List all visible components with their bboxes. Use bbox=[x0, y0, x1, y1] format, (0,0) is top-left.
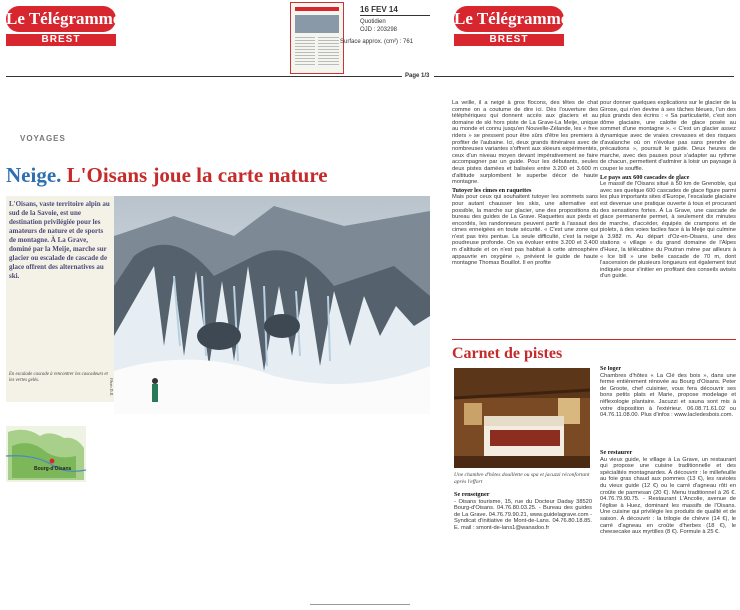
surface-area: Surface approx. (cm²) : 761 bbox=[340, 39, 414, 45]
photo-credit: Photo D.R. bbox=[109, 378, 114, 396]
photo-caption: En escalade cascade à rencontrer les cascadeurs et les vertes gelés. bbox=[9, 372, 108, 383]
col2-paragraph-1: pour donner quelques explications sur le glacier de la Girose, qui n'en devine à ses tâches bleues, l'un des plus grands des écrins : « Sa particularité, c'est son dôme glaciaire, une calotte de glace posée au sommet d'une montagne ». « C'est un glacier assez dynamique avec de vraies crevasses et des risques d'avalanche où on n'évolue pas sans prendre de précautions », poursuit le guide. Deux heures de marche, avec des pauses pour s'adapter au rythme de chacun, permettent d'admirer à loisir un paysage à couper le souffle. bbox=[600, 100, 736, 172]
renseigner-text: - Oisans tourisme, 15, rue du Docteur Daday 38520 Bourg-d'Oisans. 04.76.80.03.25. - Bureau des guides de La Grave. 04.76.79.90.21, www.guidelagrave.com - Syndicat d'initiative de Mont-de-Lans. 04.76.80.18.85. E. mail : smont-de-lans1@wanadoo.fr bbox=[454, 498, 592, 531]
renseigner-block bbox=[454, 492, 592, 564]
thumbnail-photo bbox=[295, 15, 339, 33]
title-accent: Neige. bbox=[6, 163, 62, 187]
guesthouse-caption: Une chambre d'hôtes douillette ou spa et jacuzzi réconfortant après l'effort bbox=[454, 472, 590, 485]
periodicity: Quotidien bbox=[360, 19, 386, 25]
col1-subheading: Tutoyer les cimes en raquettes bbox=[452, 186, 532, 194]
frozen-waterfall-image bbox=[114, 196, 430, 414]
carnet-separator bbox=[452, 339, 736, 340]
thumbnail-text-left bbox=[295, 37, 315, 67]
article-lede: L'Oisans, vaste territoire alpin au sud de la Savoie, est une destination privilégiée pour les amateurs de nature et de sports de montagne. À La Grave, dominé par la Meije, marche sur glacier ou escalade de cascade de glace offrent des alternatives au ski. bbox=[9, 200, 110, 280]
thumbnail-text-right bbox=[318, 37, 339, 67]
col2-paragraph-2: Le massif de l'Oisans situé à 50 km de Grenoble, qui avec ses quelque 600 cascades de glace figure parmi les plus importants sites d'Europe, l'escalade glaciaire est devenue une pratique ouverte à tous et procurant des sensations fortes. À La Grave, une cascade de glace permanente permet, à seulement dix minutes de marche, d'accéder, équipés de crampons et de piolets, à des voies faciles face à la Meije qui culmine à 3.982 m. Au départ d'Oz-en-Oisans, une des stations « village » du grand domaine de l'Alpes d'Huez, la télécabine du Poutran mène par ailleurs à « Ice bill » une belle cascade de 70 m, dont l'ascension de plusieurs longueurs est également tout indiquée pour s'initier en profitant des conseils avisés d'un guide. bbox=[600, 181, 736, 280]
thumbnail-header bbox=[295, 7, 339, 11]
restaurer-block bbox=[600, 450, 736, 570]
guesthouse-photo bbox=[454, 368, 590, 468]
newspaper-logo-right: Le Télégramme bbox=[454, 6, 564, 32]
city-banner-right: BREST bbox=[454, 34, 564, 46]
ojd-figure: OJD : 203298 bbox=[360, 27, 398, 33]
loger-title: Se loger bbox=[600, 366, 622, 372]
article-title bbox=[6, 163, 328, 188]
renseigner-title: Se renseigner bbox=[454, 492, 490, 498]
main-photo-frozen-waterfall bbox=[114, 196, 430, 414]
col2-subheading: Le pays aux 600 cascades de glace bbox=[600, 173, 690, 181]
page-number: Page 1/3 bbox=[405, 73, 430, 79]
restaurer-text: Au vieux guide, le village à La Grave, un restaurant qui propose une cuisine traditionnelle et des spécialités montagnardes. À découvrir : le millefeuille au foie gras chaud aux pommes (13 €), les ravioles du vieux guide (12 €) ou le carré d'agneau rôti en croûte de parmesan (20 €). Menu traditionnel à 26 €. 04.76.79.90.75. - Restaurant L'Ancolie, avenue de l'église à Huez, dominant les massifs de l'Oisans. Une cuisine qui privilégie les produits de qualité et de saison. À découvrir : la trilogie de chèvre (14 €), le carré d'agneau en croûte d'herbes (18 €), le cheesecake aux myrtilles (8 €). Formule à 25 €. bbox=[600, 456, 736, 536]
section-label: VOYAGES bbox=[20, 134, 66, 143]
page-thumbnail[interactable] bbox=[290, 2, 344, 74]
map-label: Bourg-d'Oisans bbox=[34, 466, 72, 472]
article-column-2 bbox=[600, 100, 736, 345]
bedroom-image bbox=[454, 368, 590, 468]
date-underline bbox=[360, 15, 430, 16]
loger-block bbox=[600, 366, 736, 446]
col1-paragraph-2: Mais pour ceux qui souhaitent tutoyer les sommets sans pour autant chausser les skis, une alternative est possible, la marche sur glacier, une des propositions du bureau des guides de La Grave. Raquettes aux pieds et encordés, les randonneurs peuvent partir à l'assaut des cimes enneigées en toute sécurité. « C'est une zone qui n'est pas très pentue. La seule difficulté, c'est la neige poudreuse profonde. On va évoluer entre 3.200 et 3.400 m d'altitude et on n'est pas habitué à cette atmosphère appauvrie en oxygène », prévient le guide de haute montagne Thomas Bouillot. Il en profite bbox=[452, 194, 598, 267]
newspaper-logo: Le Télégramme bbox=[6, 6, 116, 32]
issue-date: 16 FEV 14 bbox=[360, 5, 398, 14]
page-rule-right bbox=[434, 76, 734, 77]
footer-rule bbox=[310, 604, 410, 605]
carnet-title: Carnet de pistes bbox=[452, 345, 563, 362]
loger-text: Chambres d'hôtes « La Clé des bois », dans une ferme entièrement rénovée au Bourg d'Oisans. Peter de Groote, chef cuisinier, vous fera découvrir ses bons petits plats et Marie, propose modelage et réflexologie plantaire. Jacuzzi et sauna sont mis à votre disposition à l'extérieur. 06.08.71.61.02 ou 04.76.11.08.00. Plus d'infos : www.lacledesbois.com. bbox=[600, 372, 736, 419]
locator-map bbox=[6, 426, 86, 482]
restaurer-title: Se restaurer bbox=[600, 450, 633, 456]
col1-paragraph-1: La veille, il a neigé à gros flocons, des têtes de chat comme on a coutume de dire ici. Dès l'ouverture des téléphériques qui donnent accès aux glaciers et au domaine de ski hors piste de La Grave-La Meije, unique au monde et connu jusqu'en Nouvelle-Zélande, les « free riders » se pressent pour être sûrs d'être les premiers à profiter de l'aubaine. Ici, deux grands itinéraires avec de nombreuses variantes s'offrent aux skieurs expérimentés, ceux d'un niveau moyen devant impérativement se faire accompagner par un guide. Pour les débutants, seules deux pistes damées et balisées entre 3.200 et 3.600 m d'altitude surplombent le superbe décor de haute montagne. bbox=[452, 100, 598, 186]
page-rule-left bbox=[6, 76, 402, 77]
map-image bbox=[6, 426, 86, 482]
city-banner: BREST bbox=[6, 34, 116, 46]
title-main: L'Oisans joue la carte nature bbox=[61, 163, 328, 187]
article-column-1 bbox=[452, 100, 598, 345]
